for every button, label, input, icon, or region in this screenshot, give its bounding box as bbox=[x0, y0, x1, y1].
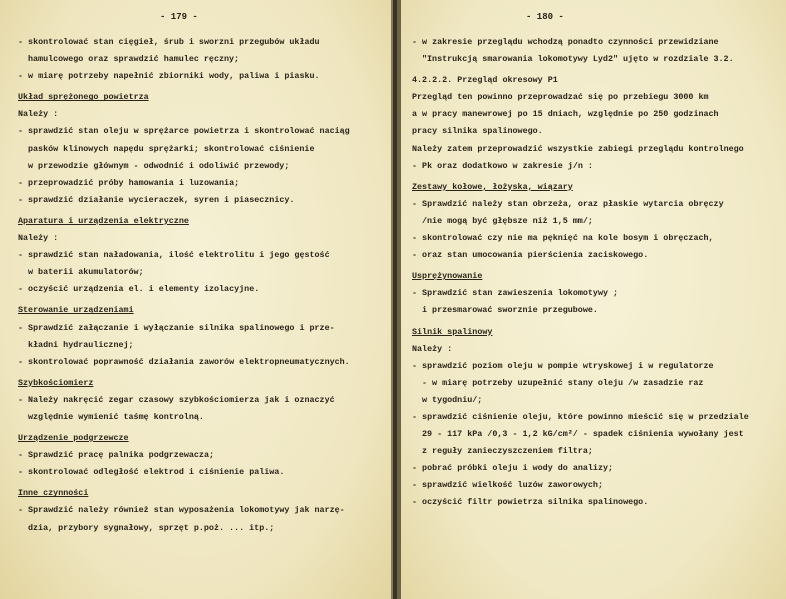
list-item: - sprawdzić ciśnienie oleju, które powinno mieścić się w przedziale bbox=[412, 411, 749, 422]
section-heading: Inne czynności bbox=[18, 488, 89, 499]
text-line: w baterii akumulatorów; bbox=[28, 267, 144, 278]
list-item: - skontrolować poprawność działania zaworów elektropneumatycznych. bbox=[18, 356, 350, 367]
text-line: kładni hydraulicznej; bbox=[28, 339, 134, 350]
page-body bbox=[18, 34, 350, 537]
list-item: - Sprawdzić pracę palnika podgrzewacza; bbox=[18, 450, 215, 461]
section-heading: Usprężynowanie bbox=[412, 271, 483, 282]
text-line: w przewodzie głównym - odwodnić i odoliwić przewody; bbox=[28, 160, 290, 171]
text-line: hamulcowego oraz sprawdzić hamulec ręczny; bbox=[28, 54, 240, 65]
page-body bbox=[412, 34, 749, 512]
list-item: - w zakresie przeglądu wchodzą ponadto czynności przewidziane bbox=[412, 37, 719, 47]
text-line: dzia, przybory sygnałowy, sprzęt p.poż. ... itp.; bbox=[28, 522, 275, 533]
list-item: - sprawdzić stan naładowania, ilość elektrolitu i jego gęstość bbox=[18, 250, 330, 261]
section-heading: Silnik spalinowy bbox=[412, 326, 493, 337]
text-line: w tygodniu/; bbox=[422, 394, 483, 405]
text-line: z reguły zanieczyszczeniem filtra; bbox=[422, 446, 593, 457]
list-item: - Sprawdzić załączanie i wyłączanie silnika spalinowego i prze- bbox=[18, 322, 335, 333]
list-item: - sprawdzić działanie wycieraczek, syren i piasecznicy. bbox=[18, 194, 295, 205]
page-number: - 179 - bbox=[160, 12, 198, 22]
list-item: - skontrolować odległość elektrod i ciśnienie paliwa. bbox=[18, 467, 285, 478]
section-heading: Zestawy kołowe, łożyska, wiązary bbox=[412, 181, 573, 192]
text-line: i przesmarować sworznie przegubowe. bbox=[422, 305, 598, 316]
text-line: Przegląd ten powinno przeprowadzać się po przebiegu 3000 km bbox=[412, 92, 709, 103]
list-item: - sprawdzić stan oleju w sprężarce powietrza i skontrolować naciąg bbox=[18, 126, 350, 137]
section-heading: Szybkościomierz bbox=[18, 377, 94, 388]
list-item: - sprawdzić wielkość luzów zaworowych; bbox=[412, 480, 603, 491]
right-page bbox=[397, 0, 786, 599]
section-heading: 4.2.2.2. Przegląd okresowy P1 bbox=[412, 75, 558, 86]
list-item: - Sprawdzić należy stan obrzeża, oraz płaskie wytarcia obręczy bbox=[412, 198, 724, 209]
text-line: pasków klinowych napędu sprężarki; skontrolować ciśnienie bbox=[28, 143, 315, 154]
text-line: względnie wymienić taśmę kontrolną. bbox=[28, 411, 204, 422]
list-item: - pobrać próbki oleju i wody do analizy; bbox=[412, 463, 614, 474]
list-item: - skontrolować stan cięgieł, śrub i sworzni przegubów układu bbox=[18, 37, 320, 47]
text-line: Należy zatem przeprowadzić wszystkie zabiegi przeglądu kontrolnego bbox=[412, 143, 744, 154]
text-line: - Pk oraz dodatkowo w zakresie j/n : bbox=[412, 160, 593, 171]
list-item: - Sprawdzić należy również stan wyposażenia lokomotywy jak narzę- bbox=[18, 505, 345, 516]
list-item: - skontrolować czy nie ma pęknięć na kole bosym i obręczach, bbox=[412, 233, 714, 244]
text-line: pracy silnika spalinowego. bbox=[412, 126, 543, 137]
list-item: - oczyścić filtr powietrza silnika spalinowego. bbox=[412, 497, 649, 508]
section-heading: Sterowanie urządzeniami bbox=[18, 305, 134, 316]
text-line: /nie mogą być głębsze niż 1,5 mm/; bbox=[422, 215, 593, 226]
text-line: Należy : bbox=[412, 343, 453, 354]
text-line: a w pracy manewrowej po 15 dniach, względnie po 250 godzinach bbox=[412, 109, 719, 120]
list-item: - Sprawdzić stan zawieszenia lokomotywy ; bbox=[412, 288, 619, 299]
text-line: 29 - 117 kPa /0,3 - 1,2 kG/cm²/ - spadek ciśnienia wywołany jest bbox=[422, 429, 744, 440]
text-line: Należy : bbox=[18, 109, 59, 120]
list-item: - oraz stan umocowania pierścienia zaciskowego. bbox=[412, 250, 649, 261]
section-heading: Aparatura i urządzenia elektryczne bbox=[18, 215, 189, 226]
section-heading: Układ sprężonego powietrza bbox=[18, 92, 149, 103]
list-item: - przeprowadzić próby hamowania i luzowania; bbox=[18, 177, 240, 188]
text-line: Należy : bbox=[18, 233, 59, 244]
list-item: - sprawdzić poziom oleju w pompie wtryskowej i w regulatorze bbox=[412, 360, 714, 371]
list-item: - w miarę potrzeby napełnić zbiorniki wody, paliwa i piasku. bbox=[18, 71, 320, 82]
list-item: - Należy nakręcić zegar czasowy szybkościomierza jak i oznaczyć bbox=[18, 394, 335, 405]
text-line: - w miarę potrzeby uzupełnić stany oleju /w zasadzie raz bbox=[422, 377, 704, 388]
list-item: - oczyścić urządzenia el. i elementy izolacyjne. bbox=[18, 284, 260, 295]
page-number: - 180 - bbox=[526, 12, 564, 22]
section-heading: Urządzenie podgrzewcze bbox=[18, 433, 129, 444]
text-line: "Instrukcją smarowania lokomotywy Lyd2" ujęto w rozdziale 3.2. bbox=[422, 54, 734, 65]
